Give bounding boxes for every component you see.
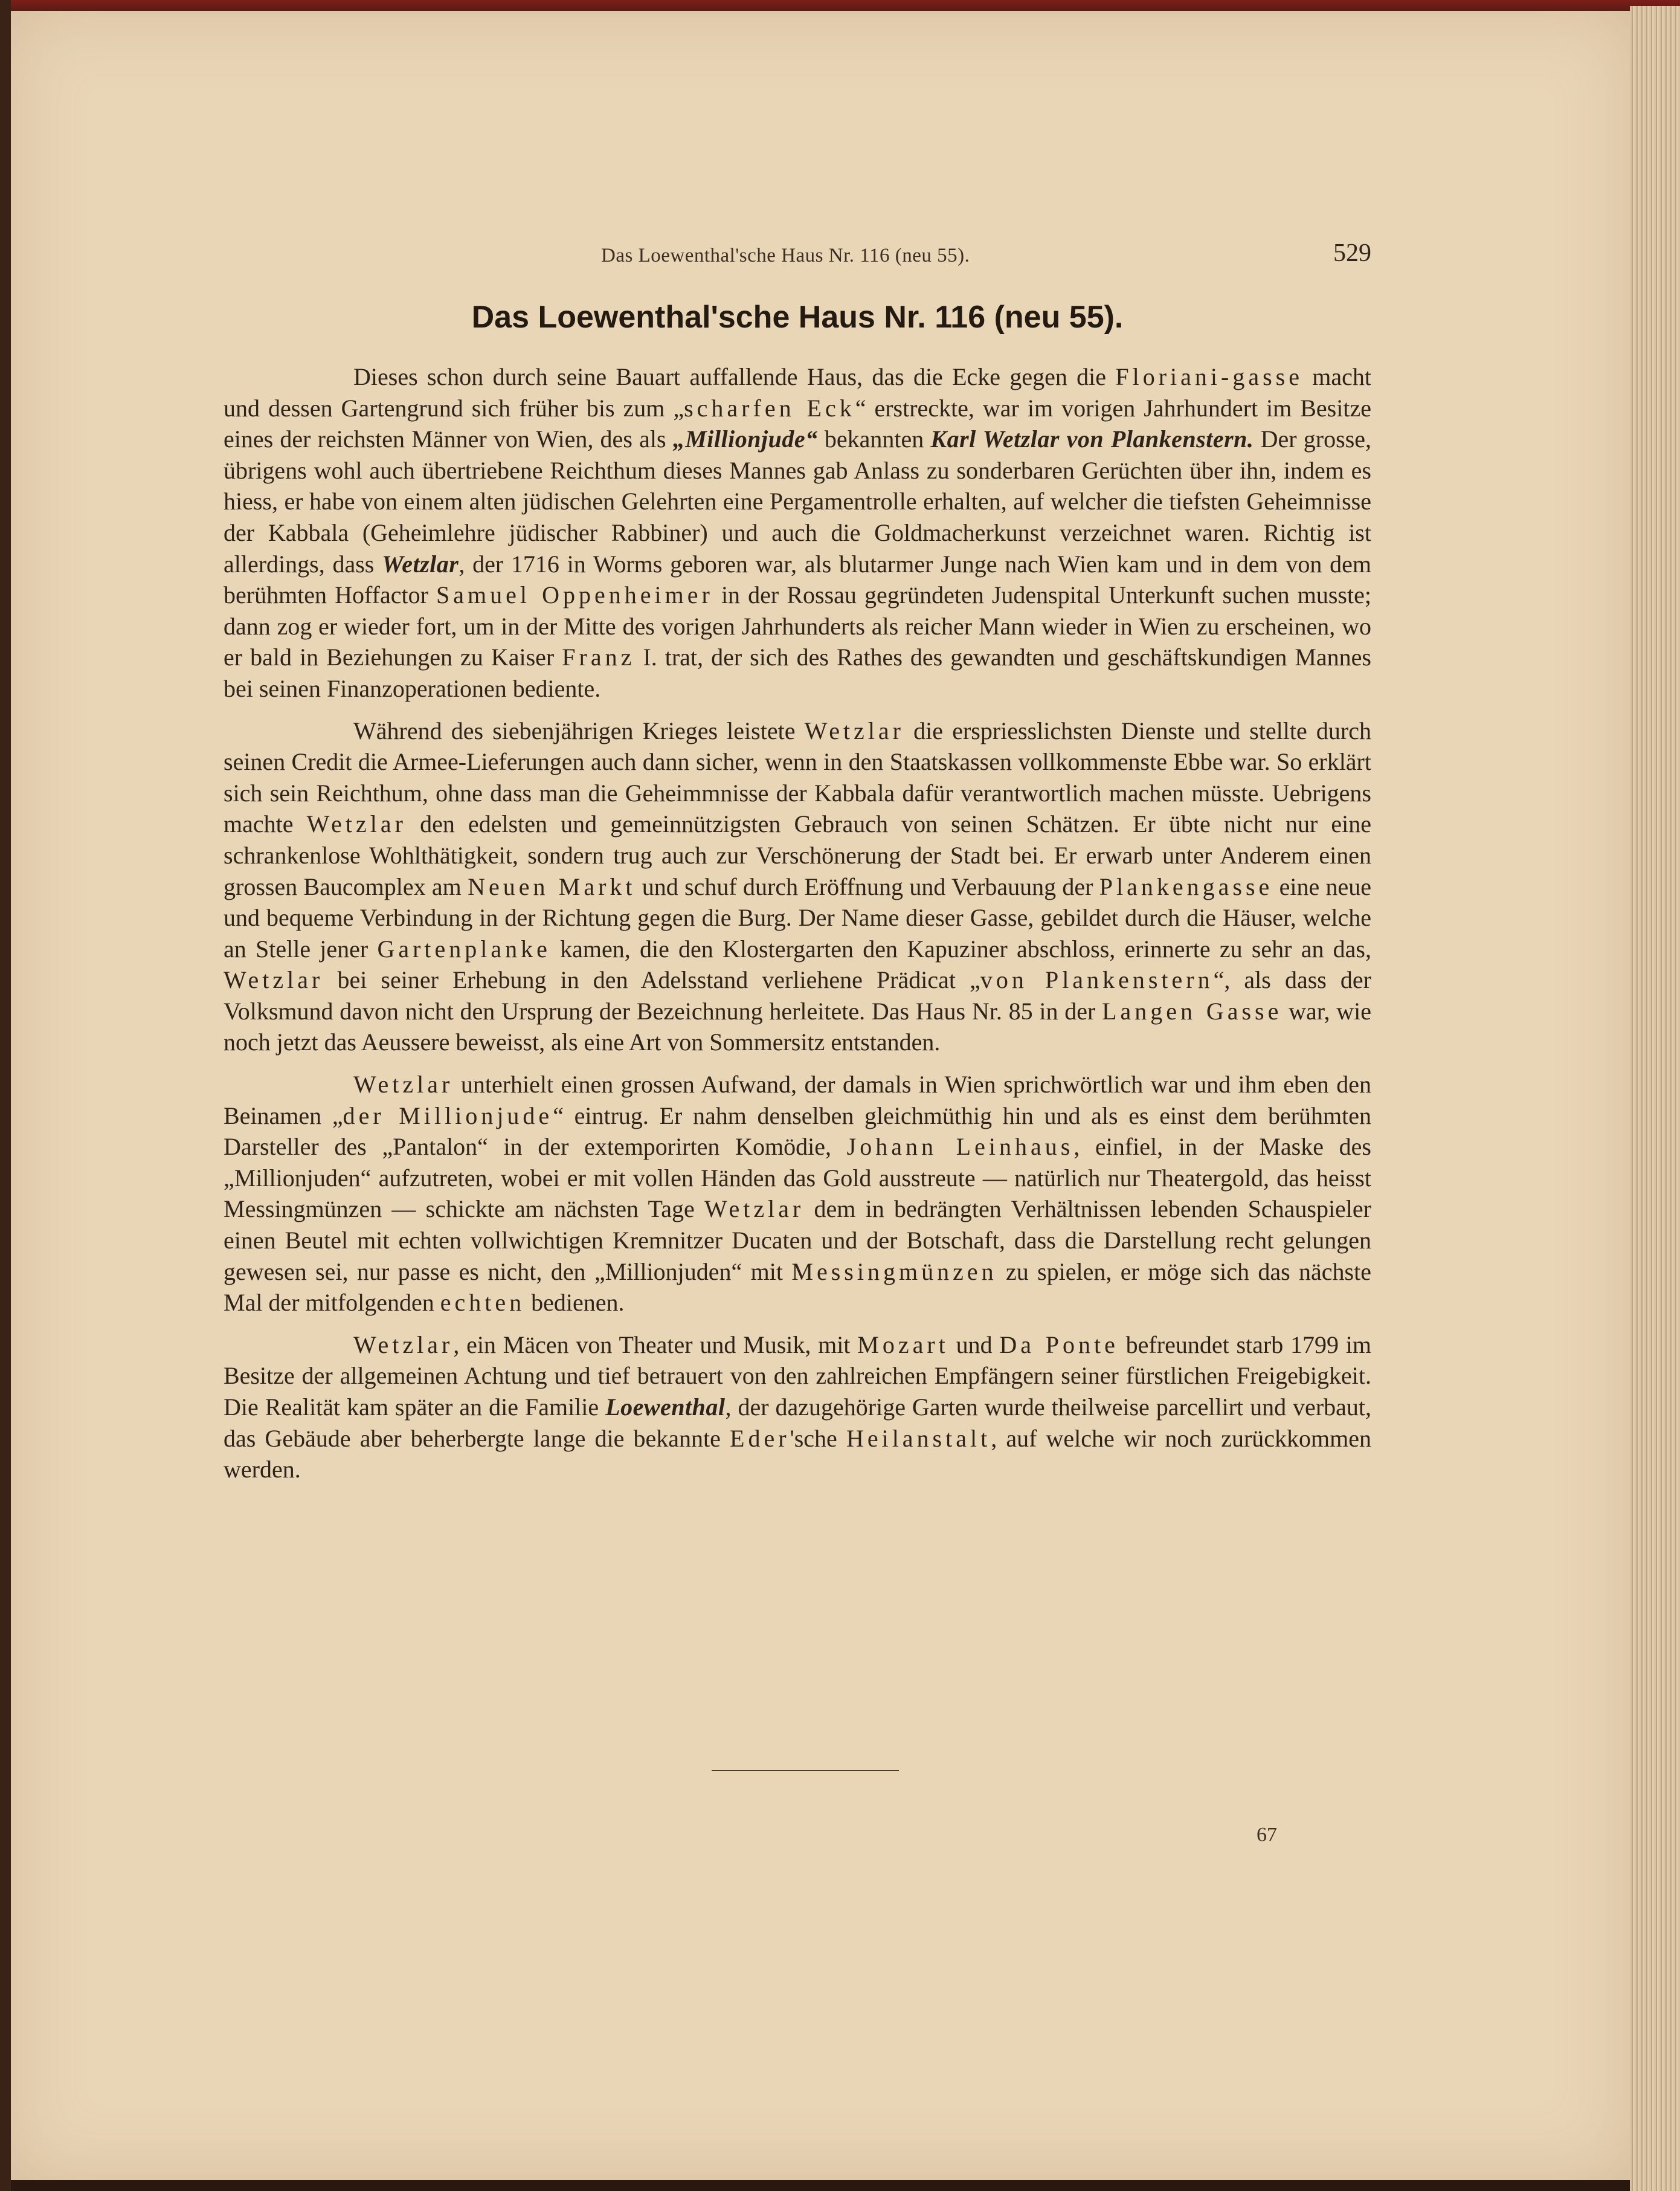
text-run: Loewenthal [605,1393,726,1421]
book-cover-edge-top [0,0,1680,11]
text-run: echten [440,1289,526,1317]
text-run: Wetzlar [704,1195,805,1223]
text-run: Wetzlar [353,1071,454,1099]
text-run: Wetzlar [224,966,324,994]
text-run: 'sche [790,1424,846,1452]
text-run: Franz [562,644,636,671]
text-run: den edelsten und gemeinnützigsten Gebrauch von seinen Schätzen. Er übte nicht nur eine schrankenlose Wohlthätigkeit, sondern trug auch zur Verschönerung der Stadt bei. Er erwarb unter Anderem einen grossen Baucomplex am [224,810,1371,900]
text-run: Wetzlar [804,717,904,744]
running-title: Das Loewenthal'sche Haus Nr. 116 (neu 55). [601,245,970,266]
page-stack-edge [1630,6,1680,2191]
text-run: Johann Leinhaus [846,1133,1074,1161]
text-run: Der grosse, übrigens wohl auch übertriebene Reichthum dieses Mannes gab Anlass zu sonderbaren Gerüchten über ihn, indem es hiess, er habe von einem alten jüdischen Gelehrten eine Pergamentrolle erhalten, auf welcher die tiefsten Geheimnisse der Kabbala (Geheimlehre jüdischer Rabbiner) und auch die Goldmacherkunst verzeichnet waren. Richtig ist allerdings, dass [224,425,1372,578]
text-run: bekannten [817,425,931,453]
text-run: und schuf durch Eröffnung und Verbauung der [636,873,1099,900]
text-run: Messingmünzen [791,1257,997,1285]
text-run: und [948,1331,1000,1358]
text-run: war, wie noch jetzt das Aeussere beweisst, als eine Art von Sommersitz entstanden. [224,997,1371,1056]
paragraph [224,361,1371,705]
text-run: in der Rossau gegründeten Judenspital Unterkunft suchen musste; dann zog er wieder fort, um in der Mitte des vorigen Jahrhunderts als reicher Mann wieder in Wien zu erscheinen, wo er bald in Beziehungen zu Kaiser [224,581,1371,671]
text-run: „Millionjude“ [672,425,818,453]
text-run: befreundet starb 1799 im Besitze der allgemeinen Achtung und tief betrauert von den zahlreichen Empfängern seiner fürstlichen Freigebigkeit. Die Realität kam später an die Familie [224,1331,1372,1421]
text-run: macht und dessen Gartengrund sich früher bis zum „ [224,363,1372,422]
paragraph [224,1329,1371,1485]
text-run: scharfen Eck [684,394,855,422]
text-run: Floriani-gasse [1115,363,1303,390]
text-run: Neuen Markt [468,873,636,900]
page-number: 529 [1333,239,1371,267]
paragraph [224,1069,1371,1318]
paragraph [224,715,1371,1059]
text-run: bedienen. [525,1289,625,1317]
text-run: Wetzlar [382,550,459,578]
text-run: von Plankenstern [980,966,1214,994]
article-body [224,361,1371,1496]
text-run: Heilanstalt [846,1424,991,1452]
text-run: “ eintrug. Er nahm denselben gleichmüthig hin und als es einst dem berühmten Darsteller des „Pantalon“ in der extemporirten Komödie, [224,1102,1371,1161]
text-run: Gartenplanke [377,935,551,963]
text-run: kamen, die den Klostergarten den Kapuziner abschloss, erinnerte zu sehr an das, [550,935,1371,963]
text-run: der Millionjude [343,1102,553,1129]
text-run: unterhielt einen grossen Aufwand, der damals in Wien sprichwörtlich war und ihm eben den Beinamen „ [224,1071,1371,1129]
text-run: Plankengasse [1099,873,1273,900]
text-run: Dieses schon durch seine Bauart auffallende Haus, das die Ecke gegen die [353,363,1116,390]
text-run: zu spielen, er möge sich das nächste Mal der mitfolgenden [224,1257,1371,1317]
text-run: die erspriesslichsten Dienste und stellte durch seinen Credit die Armee-Lieferungen auch dann sicher, wenn in den Staatskassen vollkommenste Ebbe war. So erklärt sich sein Reichthum, ohne dass man die Geheimmnisse der Kabbala dafür verantwortlich machen müsste. Uebrigens machte [224,717,1372,838]
text-run: , einfiel, in der Maske des „Millionjuden“ aufzutreten, wobei er mit vollen Händen das Gold ausstreute — natürlich nur Theatergold, das heisst Messingmünzen — schickte am nächsten Tage [224,1133,1371,1223]
text-run: , der 1716 in Worms geboren war, als blutarmer Junge nach Wien kam und in dem von dem berühmten Hoffactor [224,550,1372,609]
text-run: Langen Gasse [1102,997,1283,1025]
signature-mark: 67 [1257,1824,1277,1846]
text-run: Karl Wetzlar von Plankenstern. [930,425,1254,453]
text-run: Wetzlar [306,810,407,838]
text-run: , ein Mäcen von Theater und Musik, mit [453,1331,858,1358]
text-run: Während des siebenjährigen Krieges leistete [353,717,805,744]
text-run: Da Ponte [999,1331,1119,1358]
text-run: Eder [730,1424,790,1452]
text-run: Mozart [857,1331,949,1358]
page-title: Das Loewenthal'sche Haus Nr. 116 (neu 55). [471,300,1124,335]
text-run: I. trat, der sich des Rathes des gewandten und geschäftskundigen Mannes bei seinen Finanzoperationen bediente. [224,644,1371,702]
book-cover-edge-left [0,0,11,2191]
text-run: dem in bedrängten Verhältnissen lebenden Schauspieler einen Beutel mit echten vollwichtigen Kremnitzer Ducaten und der Botschaft, dass die Darstellung recht gelungen gewesen sei, nur passe es nicht, den „Millionjuden“ mit [224,1195,1371,1285]
text-run: eine neue und bequeme Verbindung in der Richtung gegen die Burg. Der Name dieser Gasse, gebildet durch die Häuser, welche an Stelle jener [224,873,1371,963]
text-run: bei seiner Erhebung in den Adelsstand verliehene Prädicat „ [323,966,980,994]
text-run: Wetzlar [353,1331,454,1358]
text-run: Samuel Oppenheimer [436,581,713,609]
text-run: “ erstreckte, war im vorigen Jahrhundert im Besitze eines der reichsten Männer von Wien, des als [224,394,1371,453]
text-run: , auf welche wir noch zurückkommen werden. [224,1424,1372,1483]
end-divider [712,1770,899,1771]
text-run: “, als dass der Volksmund davon nicht den Ursprung der Bezeichnung herleitete. Das Haus Nr. 85 in der [224,966,1372,1025]
text-run: , der dazugehörige Garten wurde theilweise parcellirt und verbaut, das Gebäude aber beherbergte lange die bekannte [224,1393,1372,1452]
running-head [224,239,1371,275]
